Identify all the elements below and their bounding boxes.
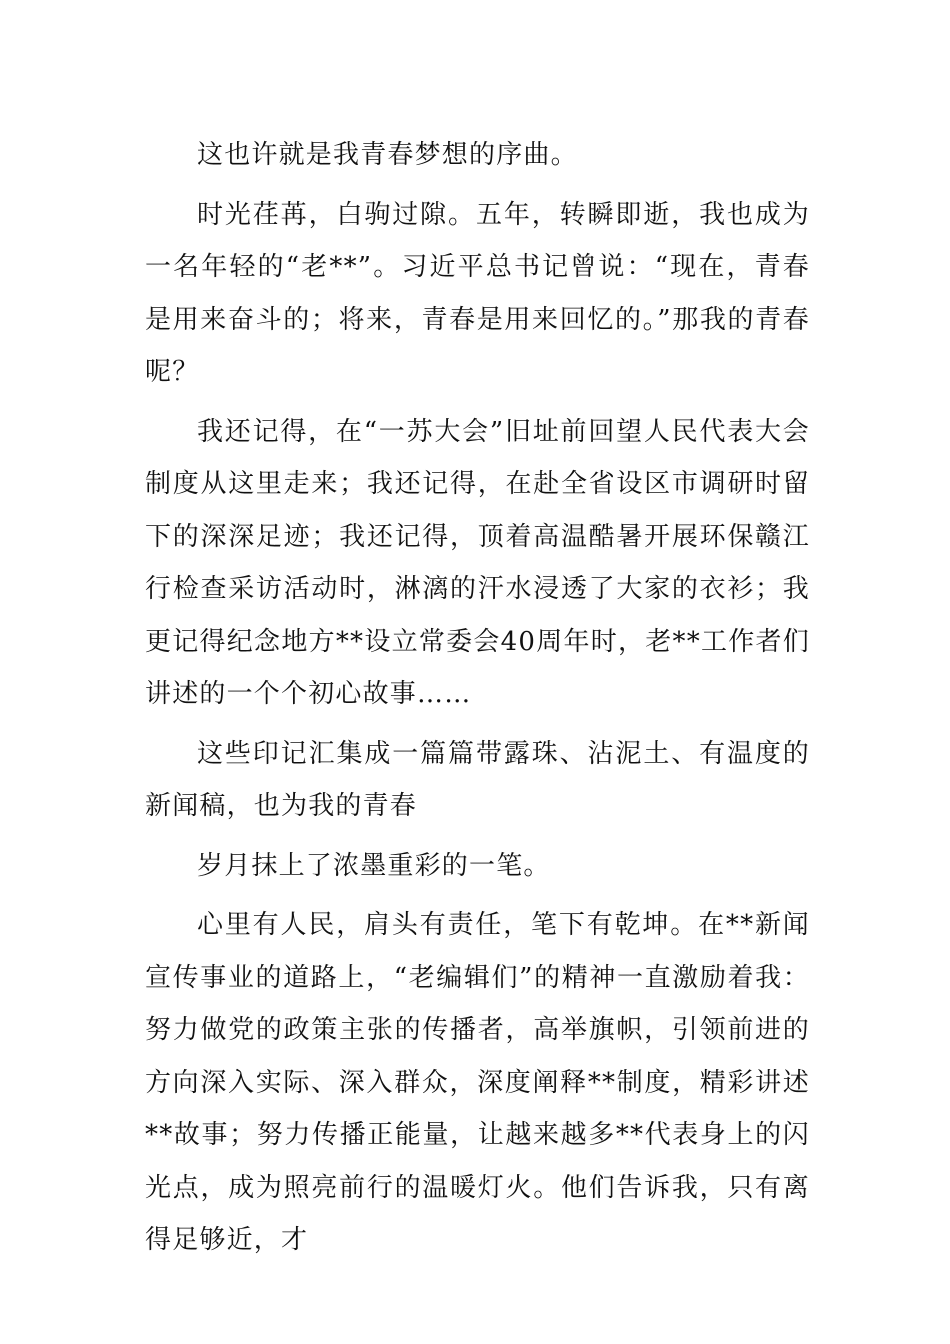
- paragraph-5: 岁月抹上了浓墨重彩的一笔。: [197, 850, 551, 881]
- paragraph-2: 时光荏苒，白驹过隙。五年，转瞬即逝，我也成为一名年轻的“老**”。习近平总书记曾说：“现在，青春是用来奋斗的；将来，青春是用来回忆的。”那我的青春呢？: [145, 199, 810, 387]
- paragraph-4: 这些印记汇集成一篇篇带露珠、沾泥土、有温度的新闻稿，也为我的青春: [145, 738, 810, 821]
- document-body: [145, 129, 810, 1274]
- paragraph-6: 心里有人民，肩头有责任，笔下有乾坤。在**新闻宣传事业的道路上，“老编辑们”的精神一直激励着我：努力做党的政策主张的传播者，高举旗帜，引领前进的方向深入实际、深入群众，深度阐释**制度，精彩讲述**故事；努力传播正能量，让越来越多**代表身上的闪光点，成为照亮前行的温暖灯火。他们告诉我，只有离得足够近，才: [145, 910, 810, 1255]
- paragraph-1: 这也许就是我青春梦想的序曲。: [197, 140, 578, 170]
- paragraph-3: 我还记得，在“一苏大会”旧址前回望人民代表大会制度从这里走来；我还记得，在赴全省设区市调研时留下的深深足迹；我还记得，顶着高温酷暑开展环保赣江行检查采访活动时，淋漓的汗水浸透了大家的衣衫；我更记得纪念地方**设立常委会40周年时，老**工作者们讲述的一个个初心故事……: [145, 416, 810, 709]
